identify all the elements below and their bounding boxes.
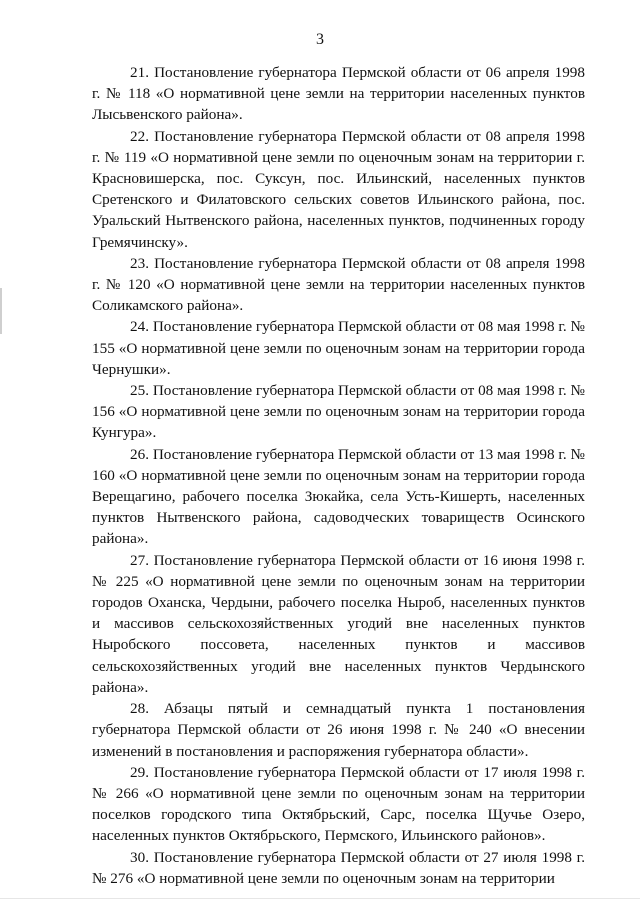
scan-edge-mark	[0, 288, 2, 334]
paragraph-24: 24. Постановление губернатора Пермской области от 08 мая 1998 г. № 155 «О нормативной цене земли по оценочным зонам на территории города Чернушки».	[92, 318, 585, 378]
paragraph-23: 23. Постановление губернатора Пермской области от 08 апреля 1998 г. № 120 «О нормативной цене земли на территории населенных пунктов Соликамского района».	[92, 254, 585, 315]
page-number: 3	[316, 31, 324, 48]
paragraph-27: 27. Постановление губернатора Пермской области от 16 июня 1998 г. № 225 «О нормативной цене земли по оценочным зонам на территории городов Оханска, Чердыни, рабочего поселка Ныроб, населенных пунктов и массивов сельскохозяйственных угодий вне населенных пунктов Ныробского поссовета, населенных пунктов и массивов сельскохозяйственных угодий вне населенных пунктов Чердынского района».	[92, 551, 585, 696]
paragraph-21: 21. Постановление губернатора Пермской области от 06 апреля 1998 г. № 118 «О нормативной цене земли на территории населенных пунктов Лысьвенского района».	[92, 64, 585, 124]
paragraph-29: 29. Постановление губернатора Пермской области от 17 июля 1998 г. № 266 «О нормативной цене земли по оценочным зонам на территории поселков городского типа Октябрьский, Сарс, поселка Щучье Озеро, населенных пунктов Октябрьского, Пермского, Ильинского районов».	[92, 763, 585, 845]
paragraph-30: 30. Постановление губернатора Пермской области от 27 июля 1998 г. № 276 «О нормативной цене земли по оценочным зонам на территории	[92, 848, 585, 887]
document-body	[92, 62, 585, 889]
paragraph-26: 26. Постановление губернатора Пермской области от 13 мая 1998 г. № 160 «О нормативной цене земли по оценочным зонам на территории города Верещагино, рабочего поселка Зюкайка, села Усть-Кишерть, населенных пунктов Нытвенского района, садоводческих товариществ Осинского района».	[92, 445, 585, 548]
paragraph-25: 25. Постановление губернатора Пермской области от 08 мая 1998 г. № 156 «О нормативной цене земли по оценочным зонам на территории города Кунгура».	[92, 382, 585, 442]
paragraph-28: 28. Абзацы пятый и семнадцатый пункта 1 постановления губернатора Пермской области от 26 июня 1998 г. № 240 «О внесении изменений в постановления и распоряжения губернатора области».	[92, 700, 585, 760]
paragraph-22: 22. Постановление губернатора Пермской области от 08 апреля 1998 г. № 119 «О нормативной цене земли по оценочным зонам на территории г. Красновишерска, пос. Суксун, пос. Ильинский, населенных пунктов Сретенского и Филатовского сельских советов Ильинского района, пос. Уральский Нытвенского района, населенных пунктов, подчиненных городу Гремячинску».	[92, 127, 585, 251]
scan-bottom-edge	[0, 898, 640, 899]
